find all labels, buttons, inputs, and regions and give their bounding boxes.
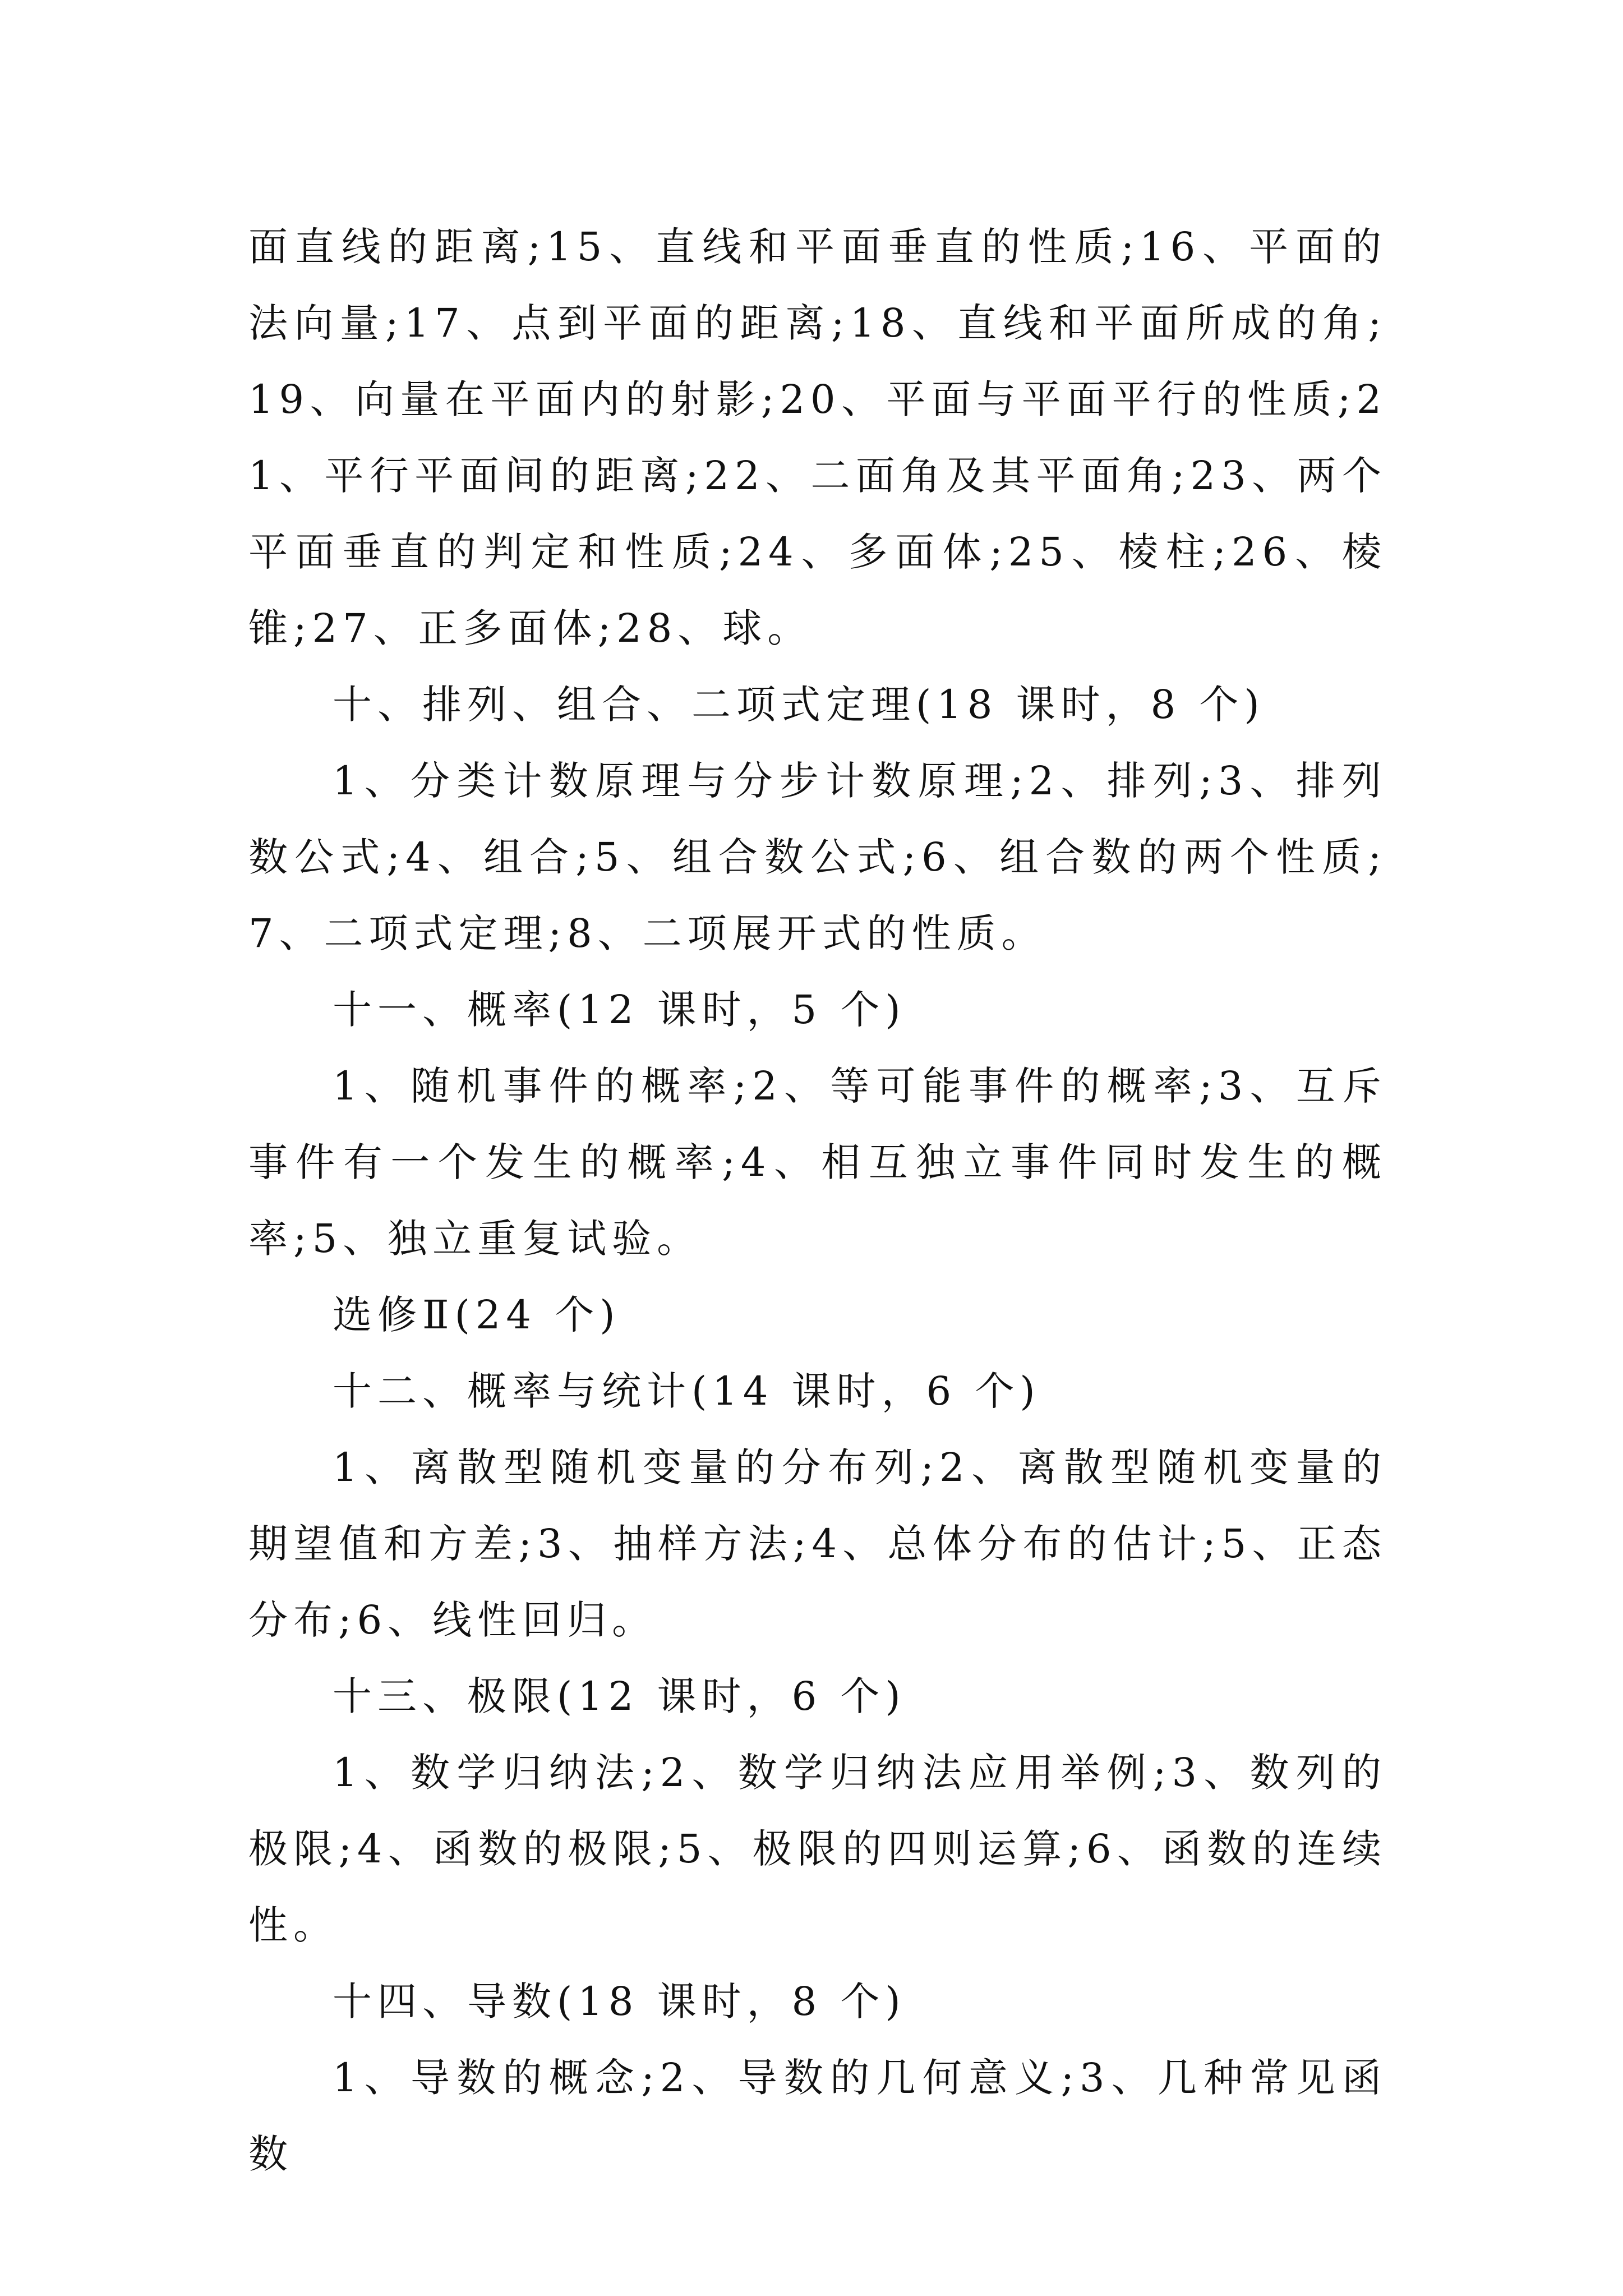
paragraph-permutation-topics: 1、分类计数原理与分步计数原理;2、排列;3、排列数公式;4、组合;5、组合数公式;6、组合数的两个性质;7、二项式定理;8、二项展开式的性质。 [248, 758, 1387, 956]
section-heading-permutation-combination: 十、排列、组合、二项式定理(18 课时，8 个) [333, 682, 1265, 728]
document-body [248, 209, 1387, 2192]
section-heading-limits: 十三、极限(12 课时，6 个) [333, 1673, 906, 1719]
section-heading-elective-2: 选修Ⅱ(24 个) [333, 1292, 621, 1338]
paragraph-derivatives-topics: 1、导数的概念;2、导数的几何意义;3、几种常见函数 [248, 2055, 1387, 2177]
paragraph-probability-topics: 1、随机事件的概率;2、等可能事件的概率;3、互斥事件有一个发生的概率;4、相互独立事件同时发生的概率;5、独立重复试验。 [248, 1063, 1387, 1262]
paragraph-statistics-topics: 1、离散型随机变量的分布列;2、离散型随机变量的期望值和方差;3、抽样方法;4、总体分布的估计;5、正态分布;6、线性回归。 [248, 1444, 1387, 1643]
section-heading-derivatives: 十四、导数(18 课时，8 个) [333, 1978, 906, 2024]
paragraph-limits-topics: 1、数学归纳法;2、数学归纳法应用举例;3、数列的极限;4、函数的极限;5、极限的四则运算;6、函数的连续性。 [248, 1750, 1387, 1948]
section-heading-probability: 十一、概率(12 课时，5 个) [333, 987, 906, 1033]
paragraph-solid-geometry-topics: 面直线的距离;15、直线和平面垂直的性质;16、平面的法向量;17、点到平面的距离;18、直线和平面所成的角;19、向量在平面内的射影;20、平面与平面平行的性质;21、平行平面间的距离;22、二面角及其平面角;23、两个平面垂直的判定和性质;24、多面体;25、棱柱;26、棱锥;27、正多面体;28、球。 [248, 224, 1387, 651]
section-heading-probability-statistics: 十二、概率与统计(14 课时，6 个) [333, 1368, 1041, 1414]
